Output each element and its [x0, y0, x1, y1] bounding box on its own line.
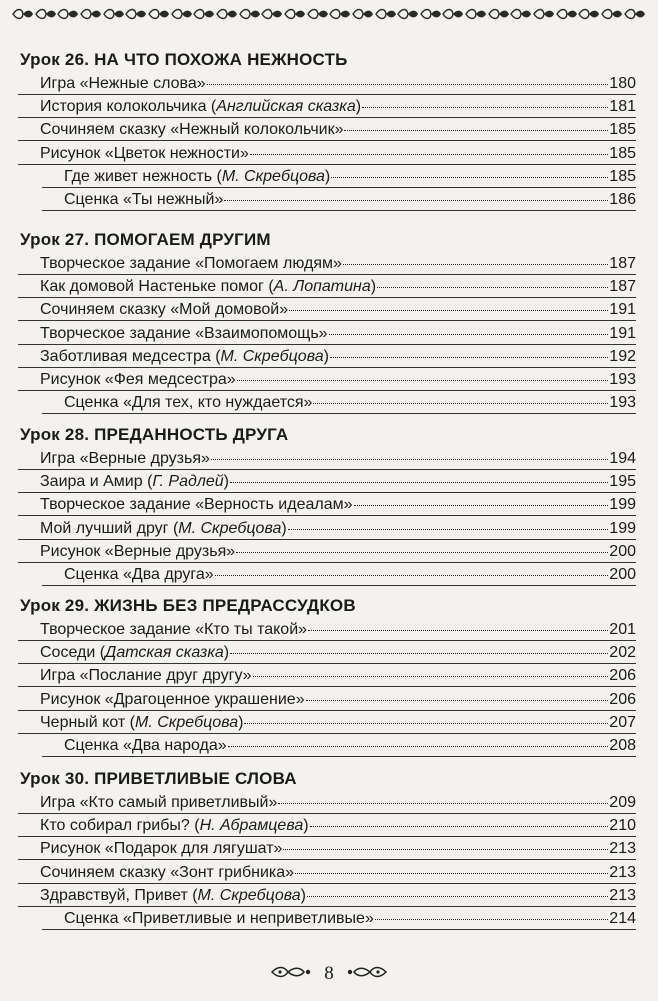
page-ref: 185: [609, 121, 636, 139]
toc-entry-title: [40, 543, 235, 561]
toc-entry-title: [64, 566, 214, 584]
border-ornament-icon: [352, 8, 374, 20]
toc-entry-title: [40, 520, 287, 538]
entry-underline: [42, 756, 636, 757]
border-ornament-icon: [442, 8, 464, 20]
toc-entry-title: [40, 667, 252, 685]
toc-entry-title: [64, 394, 312, 412]
page-number: 8: [324, 963, 334, 984]
entry-tail: ): [323, 347, 329, 365]
toc-entry-title: [64, 910, 374, 928]
border-ornament-icon: [329, 8, 351, 20]
entry-underline: [42, 929, 636, 930]
page-ref: 192: [609, 347, 636, 365]
toc-entry-title: [40, 817, 309, 835]
page-ref: 206: [609, 667, 636, 685]
entry-text: Игра «Послание друг другу»: [40, 667, 252, 685]
entry-underline: [18, 640, 636, 641]
dot-leader: [228, 746, 609, 747]
dot-leader: [331, 177, 608, 178]
entry-underline: [42, 585, 636, 586]
entry-text: Соседи (: [40, 644, 106, 662]
entry-text: Творческое задание «Помогаем людям»: [40, 255, 342, 272]
toc-entry-title: [40, 840, 282, 858]
border-ornament-icon: [193, 8, 215, 20]
entry-text: Сочиняем сказку «Зонт грибника»: [40, 863, 295, 881]
dot-leader: [306, 700, 609, 701]
page-ref: 191: [609, 324, 636, 342]
entry-underline: [42, 413, 636, 414]
entry-author: М. Скребцова: [197, 886, 301, 904]
toc-entry-title: [40, 348, 329, 366]
entry-underline: [18, 663, 636, 664]
border-ornament-icon: [420, 8, 442, 20]
lesson-heading: Урок 26. НА ЧТО ПОХОЖА НЕЖНОСТЬ: [20, 50, 348, 69]
border-ornament-icon: [239, 8, 261, 20]
entry-text: Сочиняем сказку «Нежный колокольчик»: [40, 121, 344, 139]
lesson-heading: Урок 28. ПРЕДАННОСТЬ ДРУГА: [20, 425, 289, 444]
border-ornament-icon: [284, 8, 306, 20]
page-footer: [0, 962, 658, 986]
page-ref: 200: [609, 542, 636, 560]
entry-text: Рисунок «Фея медсестра»: [40, 371, 236, 388]
page-ref: 180: [609, 75, 636, 92]
entry-underline: [18, 733, 636, 734]
entry-author: Г. Радлей: [152, 473, 224, 491]
entry-underline: [18, 836, 636, 837]
entry-author: М. Скребцова: [178, 519, 282, 537]
entry-underline: [18, 297, 636, 298]
page-ref: 199: [609, 496, 636, 514]
dot-leader: [224, 200, 608, 201]
toc-entry-title: [40, 473, 229, 491]
page-ref: 208: [609, 737, 636, 754]
page-ref: 213: [609, 886, 636, 904]
dot-leader: [230, 482, 608, 483]
page-ref: 209: [609, 794, 636, 811]
dot-leader: [330, 357, 608, 358]
border-ornament-icon: [125, 8, 147, 20]
border-ornament-icon: [103, 8, 125, 20]
dot-leader: [207, 84, 609, 85]
entry-underline: [18, 515, 636, 516]
entry-underline: [18, 710, 636, 711]
toc-entry-title: [40, 255, 342, 273]
entry-text: Игра «Нежные слова»: [40, 75, 206, 92]
entry-tail: ): [238, 713, 244, 731]
page-ref: 186: [609, 191, 636, 208]
dot-leader: [215, 575, 609, 576]
dot-leader: [308, 630, 608, 631]
toc-entry-title: [64, 168, 330, 186]
entry-author: Н. Абрамцева: [199, 817, 304, 835]
page-ref: 185: [609, 167, 636, 185]
toc-entry-title: [40, 98, 361, 116]
toc-entry-title: [40, 496, 353, 514]
toc-entry-title: [40, 278, 376, 296]
footer-ornament-right-icon: [344, 965, 388, 984]
border-ornament-icon: [556, 8, 578, 20]
border-ornament-icon: [307, 8, 329, 20]
entry-tail: ): [300, 886, 306, 904]
entry-text: Мой лучший друг (: [40, 519, 179, 537]
border-ornament-icon: [578, 8, 600, 20]
dot-leader: [278, 803, 608, 804]
dot-leader: [329, 334, 609, 335]
entry-underline: [18, 320, 636, 321]
toc-entry-title: [40, 864, 294, 882]
entry-text: Кто собирал грибы? (: [40, 817, 200, 835]
lesson-heading: Урок 29. ЖИЗНЬ БЕЗ ПРЕДРАССУДКОВ: [20, 596, 356, 615]
toc-entry-title: [64, 191, 223, 209]
page-ref: 187: [609, 255, 636, 272]
entry-text: Где живет нежность (: [64, 167, 222, 185]
entry-text: Рисунок «Подарок для лягушат»: [40, 840, 283, 858]
entry-underline: [18, 117, 636, 118]
entry-text: Сочиняем сказку «Мой домовой»: [40, 301, 289, 319]
page-ref: 193: [609, 394, 636, 412]
dot-leader: [250, 154, 608, 155]
border-ornament-icon: [57, 8, 79, 20]
entry-underline: [18, 906, 636, 907]
entry-text: Сценка «Для тех, кто нуждается»: [64, 394, 313, 412]
border-ornament-icon: [465, 8, 487, 20]
toc-entry-title: [40, 75, 206, 93]
entry-underline: [18, 390, 636, 391]
border-ornament-icon: [171, 8, 193, 20]
border-ornament-icon: [533, 8, 555, 20]
dot-leader: [211, 459, 608, 460]
page-ref: 187: [609, 278, 636, 296]
page-ref: 199: [609, 519, 636, 537]
border-ornament-icon: [375, 8, 397, 20]
entry-text: Сценка «Два друга»: [64, 566, 214, 583]
page-ref: 207: [609, 713, 636, 731]
toc-entry-title: [40, 644, 229, 662]
entry-tail: ): [223, 644, 230, 662]
entry-tail: ): [223, 473, 229, 491]
entry-underline: [18, 274, 636, 275]
toc-entry-title: [40, 121, 343, 139]
dot-leader: [362, 107, 608, 108]
entry-underline: [18, 562, 636, 563]
dot-leader: [237, 380, 609, 381]
entry-text: Заботливая медсестра (: [40, 347, 221, 365]
toc-entry-title: [40, 887, 306, 905]
entry-text: Сценка «Приветливые и неприветливые»: [64, 910, 374, 927]
entry-text: Сценка «Два народа»: [64, 737, 227, 754]
entry-text: Творческое задание «Взаимопомощь»: [40, 324, 328, 342]
border-ornament-icon: [148, 8, 170, 20]
border-ornament-icon: [601, 8, 623, 20]
border-ornament-icon: [80, 8, 102, 20]
dot-leader: [295, 873, 608, 874]
page-ref: 201: [609, 621, 636, 638]
entry-author: М. Скребцова: [220, 347, 324, 365]
toc-entry-title: [40, 714, 243, 732]
dot-leader: [343, 264, 608, 265]
lesson-heading: Урок 27. ПОМОГАЕМ ДРУГИМ: [20, 230, 271, 249]
page-ref: 210: [609, 817, 636, 835]
entry-text: Заира и Амир (: [40, 473, 153, 491]
entry-text: Как домовой Настеньке помог (: [40, 278, 274, 296]
border-ornament-icon: [261, 8, 283, 20]
border-ornament-icon: [510, 8, 532, 20]
entry-tail: ): [303, 817, 309, 835]
page-ref: 191: [609, 301, 636, 319]
entry-author: А. Лопатина: [273, 278, 371, 296]
entry-text: Черный кот (: [40, 713, 136, 731]
page-ref: 185: [609, 144, 636, 162]
entry-underline: [18, 344, 636, 345]
page-ref: 194: [609, 450, 636, 467]
toc-entry-title: [40, 794, 277, 812]
page-ref: 195: [609, 473, 636, 491]
entry-underline: [18, 813, 636, 814]
border-ornament-icon: [397, 8, 419, 20]
entry-underline: [18, 94, 636, 95]
border-ornament-icon: [35, 8, 57, 20]
dot-leader: [244, 723, 608, 724]
page-ref: 200: [609, 566, 636, 583]
toc-entry-title: [40, 371, 236, 389]
dot-leader: [310, 826, 609, 827]
entry-author: Датская сказка: [105, 644, 224, 662]
entry-underline: [42, 187, 636, 188]
toc-entry-title: [40, 691, 305, 709]
entry-text: Здравствуй, Привет (: [40, 886, 198, 904]
entry-underline: [18, 367, 636, 368]
entry-text: Сценка «Ты нежный»: [64, 191, 224, 208]
page-ref: 214: [609, 910, 636, 927]
page-ref: 213: [609, 863, 636, 881]
entry-underline: [18, 164, 636, 165]
border-ornament-icon: [216, 8, 238, 20]
toc-entry-title: [40, 145, 249, 163]
toc-entry-title: [40, 325, 328, 343]
entry-tail: ): [324, 167, 331, 185]
dot-leader: [377, 287, 608, 288]
entry-author: Английская сказка: [216, 98, 356, 116]
toc-entry-title: [40, 621, 307, 639]
border-ornament-icon: [624, 8, 646, 20]
entry-underline: [18, 859, 636, 860]
entry-text: Рисунок «Цветок нежности»: [40, 144, 249, 162]
border-ornament-icon: [488, 8, 510, 20]
page-ref: 181: [609, 98, 636, 116]
entry-underline: [18, 492, 636, 493]
dot-leader: [253, 676, 609, 677]
page-ref: 206: [609, 690, 636, 708]
dot-leader: [313, 403, 608, 404]
page-ref: 213: [609, 840, 636, 858]
entry-author: М. Скребцова: [221, 167, 325, 185]
entry-underline: [18, 539, 636, 540]
dot-leader: [307, 896, 608, 897]
entry-underline: [18, 883, 636, 884]
toc-entry-title: [40, 450, 210, 468]
lesson-heading: Урок 30. ПРИВЕТЛИВЫЕ СЛОВА: [20, 769, 297, 788]
entry-text: Творческое задание «Верность идеалам»: [40, 496, 353, 514]
footer-ornament-left-icon: [270, 965, 314, 984]
entry-text: Игра «Верные друзья»: [40, 450, 210, 467]
entry-underline: [18, 469, 636, 470]
dot-leader: [230, 653, 608, 654]
top-ornament-border: [12, 6, 646, 22]
dot-leader: [283, 849, 608, 850]
page-ref: 193: [609, 371, 636, 388]
dot-leader: [354, 505, 609, 506]
entry-underline: [18, 686, 636, 687]
dot-leader: [236, 552, 608, 553]
entry-author: М. Скребцова: [135, 713, 239, 731]
border-ornament-icon: [12, 8, 34, 20]
entry-text: Рисунок «Верные друзья»: [40, 542, 236, 560]
dot-leader: [289, 310, 608, 311]
entry-text: История колокольчика (: [40, 98, 217, 116]
entry-text: Игра «Кто самый приветливый»: [40, 794, 278, 811]
entry-text: Творческое задание «Кто ты такой»: [40, 621, 308, 638]
dot-leader: [344, 130, 608, 131]
entry-underline: [42, 210, 636, 211]
toc-entry-title: [40, 301, 288, 319]
entry-underline: [18, 140, 636, 141]
dot-leader: [375, 919, 608, 920]
entry-tail: ): [281, 519, 287, 537]
entry-text: Рисунок «Драгоценное украшение»: [40, 690, 305, 708]
dot-leader: [288, 529, 609, 530]
toc-entry-title: [64, 737, 227, 755]
entry-tail: ): [370, 278, 377, 296]
page-ref: 202: [609, 644, 636, 662]
entry-tail: ): [355, 98, 362, 116]
